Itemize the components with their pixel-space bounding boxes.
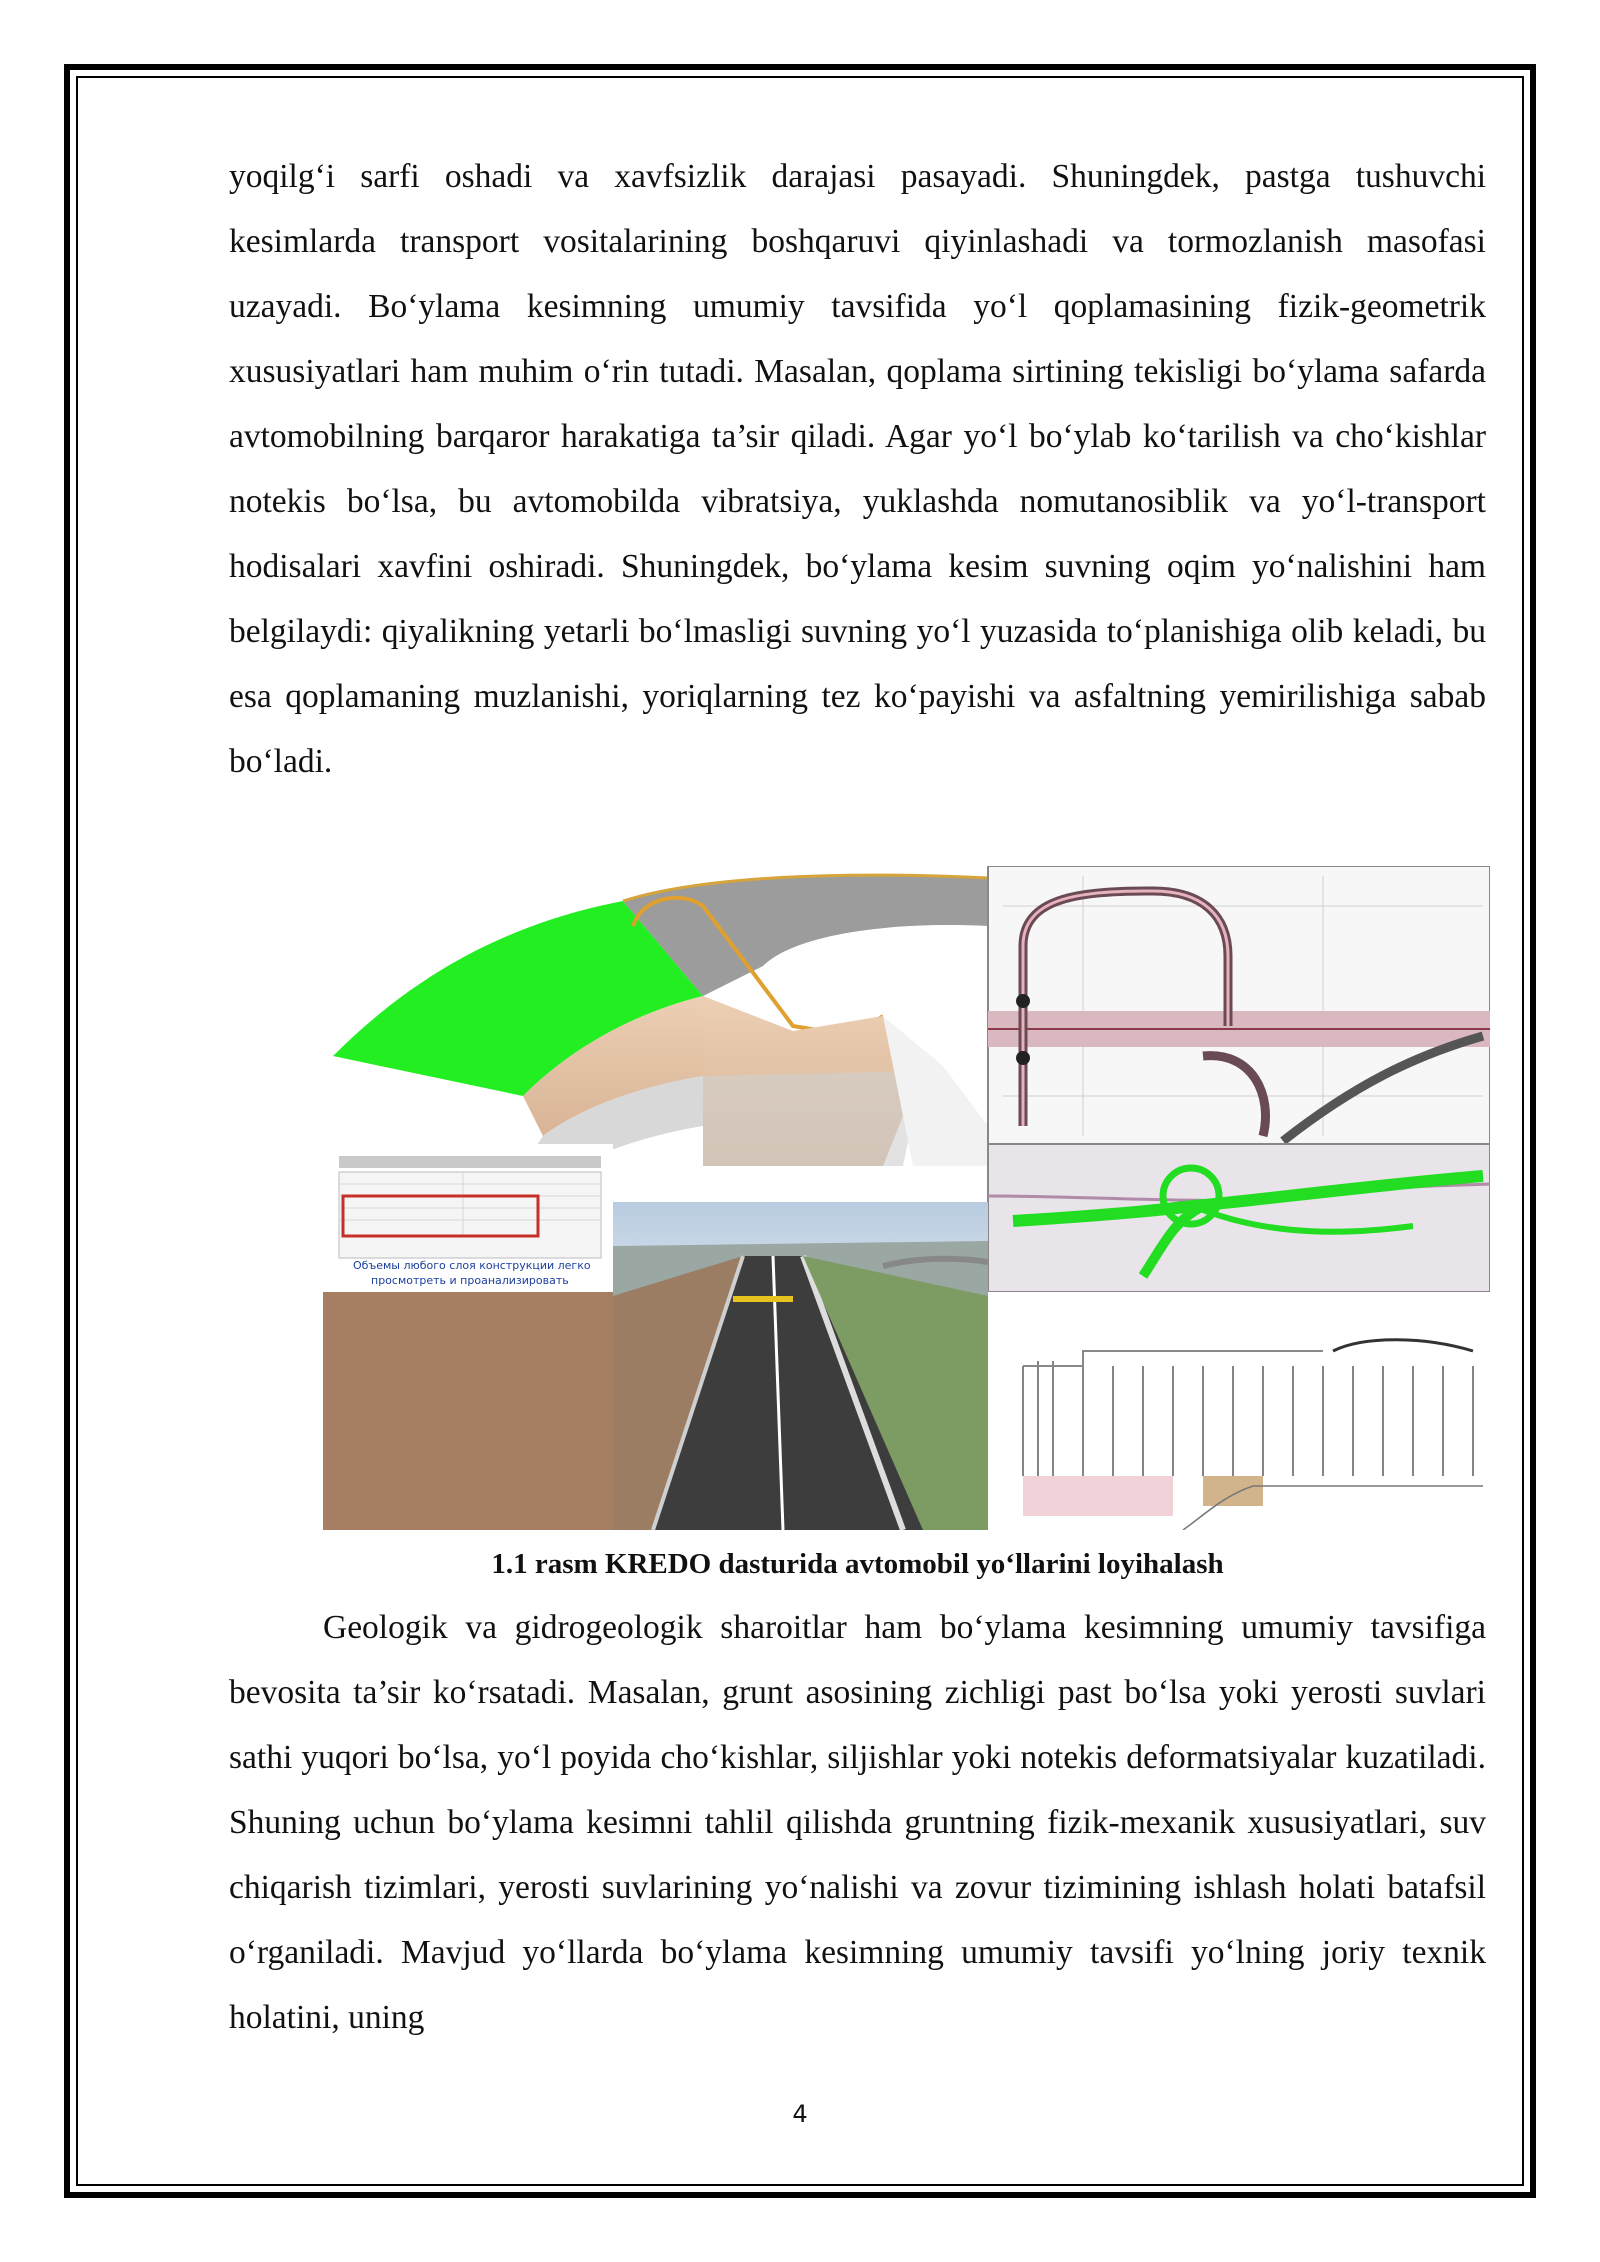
dialog-note-line-2: просмотреть и проанализировать [371,1274,569,1287]
panel-interchange-plan [988,866,1490,1144]
panel-profile-chart [988,1292,1490,1530]
figure-caption: 1.1 rasm KREDO dasturida avtomobil yo‘llarini loyihalash [491,1548,1224,1580]
panel-longitudinal-profile [988,1144,1490,1292]
panel-3d-road-section [323,866,988,1166]
dialog-note-line-1: Объемы любого слоя конструкции легко [353,1259,591,1272]
page-number: 4 [792,2100,808,2128]
body-paragraph-2: Geologik va gidrogeologik sharoitlar ham bo‘ylama kesimning umumiy tavsifiga bevosita ta’sir ko‘rsatadi. Masalan, grunt asosining zichligi past bo‘lsa yoki yerosti suvlari sathi yuqori bo‘lsa, yo‘l poyida cho‘kishlar, siljishlar yoki notekis deformatsiyalar kuzatiladi. Shuning uchun bo‘ylama kesimni tahlil qilishda gruntning fizik-mexanik xususiyatlari, suv chiqarish tizimlari, yerosti suvlarining yo‘nalishi va zovur tizimining ishlash holati batafsil o‘rganiladi. Mavjud yo‘llarda bo‘ylama kesimning umumiy tavsifi yo‘lning joriy texnik holatini, uning [229,1609,1486,2036]
panel-software-dialog [323,1144,613,1292]
body-paragraph-1: yoqilg‘i sarfi oshadi va xavfsizlik darajasi pasayadi. Shuningdek, pastga tushuvchi kesimlarda transport vositalarining boshqaruvi qiyinlashadi va tormozlanish masofasi uzayadi. Bo‘ylama kesimning umumiy tavsifida yo‘l qoplamasining fizik-geometrik xususiyatlari ham muhim o‘rin tutadi. Masalan, qoplama sirtining tekisligi bo‘ylama safarda avtomobilning barqaror harakatiga ta’sir qiladi. Agar yo‘l bo‘ylab ko‘tarilish va cho‘kishlar notekis bo‘lsa, bu avtomobilda vibratsiya, yuklashda nomutanosiblik va yo‘l-transport hodisalari xavfini oshiradi. Shuningdek, bo‘ylama kesim suvning oqim yo‘nalishini ham belgilaydi: qiyalikning yetarli bo‘lmasligi suvning yo‘l yuzasida to‘planishiga olib keladi, bu esa qoplamaning muzlanishi, yoriqlarning tez ko‘payishi va asfaltning yemirilishiga sabab bo‘ladi. [229,158,1486,780]
kredo-figure [323,866,1490,1530]
